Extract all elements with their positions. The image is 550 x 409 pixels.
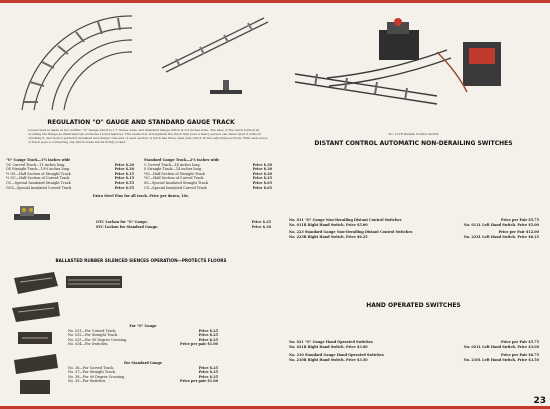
left-column <box>6 6 276 402</box>
list-item: ½C—Half Section of Curved Track Price $.25 <box>144 176 272 181</box>
list-item: STC Lockon for Standard Gauge. Price $.30 <box>96 224 271 229</box>
list-item: No. 38—For 90 Degree Crossing. Price $.25 <box>68 374 218 379</box>
o-gauge-price-list <box>6 158 134 190</box>
top-red-rule <box>0 0 550 3</box>
list-item: No. 39—For Switches. Price per pair $1.00 <box>68 379 218 384</box>
gauge-track-title: REGULATION "O" GAUGE AND STANDARD GAUGE TRACK <box>47 119 235 126</box>
rail-cross-section-illustration <box>206 76 246 106</box>
gauge-track-intro: Lionel track is made in two widths: "O" Gauge which is 1¼ inches wide, and Standard Gauge which is 2⅛ inches wide. The base of the rail is formed by doubling the flange as illustrated (an exclusive Lionel feature). This method so strengthens the track that even a heavy person can stand upon it without crushing it. All track is perfectly insulated and tinned. One end of each section of track has three steel pins which fit into adjoining sections. With each piece of track goes a connecting clip which holds tracks firmly locked. <box>28 128 268 144</box>
distant-control-price-list <box>289 218 539 239</box>
switch-caption: No. 211R Distant Control Switch <box>388 132 439 136</box>
lockon-price-list <box>96 220 271 229</box>
distant-control-body <box>289 152 539 212</box>
straight-track-illustration <box>156 10 272 74</box>
distant-control-title: DISTANT CONTROL AUTOMATIC NON-DERAILING SWITCHES <box>314 140 513 147</box>
ballast-standard-gauge-list <box>68 361 218 384</box>
ballasted-title: BALLASTED RUBBER SILENCED SIENCES OPERATION—PROTECTS FLOORS <box>55 258 227 263</box>
hand-operated-price-list <box>289 340 539 362</box>
list-item: No. 021 "O" Gauge Hand Operated Switches Price per Pair $5.75 <box>289 340 539 344</box>
list-item: No. 210 Standard Gauge Hand Operated Switches Price per Pair $6.75 <box>289 353 539 358</box>
list-item: S Straight Track—14 inches long. Price $.30 <box>144 167 272 172</box>
list-item: ½ OC—Half Section of Curved Track Price $.15 <box>6 176 134 181</box>
ballast-standard-header: For Standard Gauge <box>123 361 163 365</box>
list-item: SS—Special Insulated Straight Track Price $.65 <box>144 180 272 185</box>
right-column <box>283 6 544 402</box>
list-item: No. 034—For Switches. Price per pair $1.00 <box>68 342 218 347</box>
list-item: No. 223 Standard Gauge Non-Derailing Distant Control Switches Price per Pair $12.00 <box>289 230 539 235</box>
ballast-o-gauge-list <box>68 324 218 347</box>
standard-gauge-header: Standard Gauge Track—2⅛ inches wide <box>144 158 220 162</box>
list-item: CS—Special Insulated Curved Track Price $.65 <box>144 185 272 190</box>
list-item: OS Straight Track—10¼ inches long. Price $.20 <box>6 167 134 172</box>
hand-operated-body <box>289 312 539 336</box>
list-item: ½S—Half Section of Straight Track Price $.20 <box>144 171 272 176</box>
distant-control-switch-illustration <box>287 12 537 130</box>
list-item: ½ OS—Half Section of Straight Track Price $.15 <box>6 171 134 176</box>
list-item: OC—Special Insulated Straight Track Price $.55 <box>6 180 134 185</box>
list-item: OC Curved Track—11 inches long. Price $.20 <box>6 162 134 167</box>
list-item: No. 011R Right Hand Switch. Price $5.00 No. 011L Left Hand Switch. Price $5.00 <box>289 222 539 227</box>
list-item: No. 033—For 90 Degree Crossing. Price $.25 <box>68 337 218 342</box>
o-gauge-header: "O" Gauge Track—1¼ inches wide <box>6 158 71 162</box>
ballast-pads-illustration <box>8 268 64 400</box>
list-item: No. 37—For Straight Track. Price $.25 <box>68 370 218 375</box>
ballast-o-header: For "O" Gauge <box>129 324 157 328</box>
list-item: No. 36—For Curved Track. Price $.25 <box>68 365 218 370</box>
page-number: 23 <box>533 396 546 406</box>
extra-pins-note: Extra Steel Pins for all track. Price per dozen, 10c. <box>92 194 190 198</box>
lockon-illustration <box>10 202 54 234</box>
list-item: No. 031—For Curved Track. Price $.25 <box>68 328 218 333</box>
ballast-straight-illustration <box>64 270 124 292</box>
curved-track-illustration <box>12 10 172 116</box>
standard-gauge-price-list <box>144 158 272 190</box>
list-item: No. 021R Right Hand Switch. Price $3.00 No. 021L Left Hand Switch. Price $3.00 <box>289 344 539 349</box>
list-item: OTC Lockon for "O" Gauge. Price $.25 <box>96 220 271 224</box>
list-item: No. 223R Right Hand Switch. Price $6.25 No. 223L Left Hand Switch. Price $6.25 <box>289 234 539 239</box>
hand-operated-title: HAND OPERATED SWITCHES <box>366 302 461 309</box>
list-item: OCS—Special Insulated Curved Track Price $.55 <box>6 185 134 190</box>
list-item: No. 011 "O" Gauge Non-Derailing Distant Control Switches Price per Pair $5.75 <box>289 218 539 222</box>
list-item: No. 032—For Straight Track. Price $.25 <box>68 333 218 338</box>
list-item: No. 210R Right Hand Switch. Price $3.50 No. 210L Left Hand Switch. Price $3.50 <box>289 357 539 362</box>
list-item: C Curved Track—14 inches long. Price $.30 <box>144 162 272 167</box>
